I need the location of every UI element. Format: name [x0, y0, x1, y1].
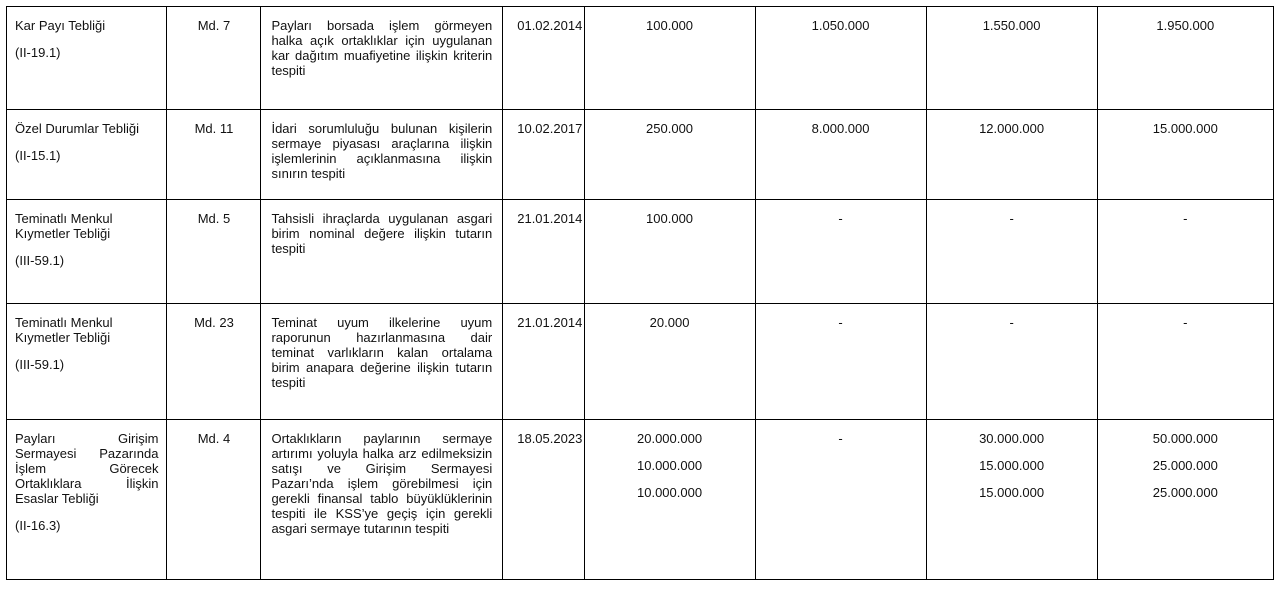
amount-value: 25.000.000 — [1152, 485, 1218, 500]
table-row — [7, 7, 1274, 110]
regulation-name: Teminatlı Menkul Kıymetler Tebliği — [15, 315, 113, 345]
amount-value: 15.000.000 — [979, 485, 1045, 500]
description-cell: Teminat uyum ilkelerine uyum raporunun hazırlanmasına dair teminat varlıkların kalan ortalama birim anapara değerine ilişkin tutarın tespiti — [261, 304, 503, 420]
description-cell: İdari sorumluluğu bulunan kişilerin sermaye piyasası araçlarına ilişkin işlemlerinin açıklanmasına ilişkin sınırın tespiti — [261, 110, 503, 200]
amount-cell-3: - — [926, 304, 1097, 420]
amount-cell-1 — [584, 420, 755, 580]
description-cell: Ortaklıkların paylarının sermaye artırımı yoluyla halka arz edilmeksizin satışı ve Girişim Sermayesi Pazarı’nda işlem görebilmesi için gerekli finansal tablo büyüklüklerinin tespiti ile KSS’ye geçiş için gerekli asgari sermaye tutarının tespiti — [261, 420, 503, 580]
table-row — [7, 110, 1274, 200]
date-cell: 21.01.2014 — [503, 200, 584, 304]
regulation-name-cell — [7, 420, 167, 580]
amount-cell-1: 100.000 — [584, 200, 755, 304]
table-row — [7, 420, 1274, 580]
date-cell: 18.05.2023 — [503, 420, 584, 580]
regulation-name: Kar Payı Tebliği — [15, 18, 106, 33]
regulation-name-cell — [7, 110, 167, 200]
table-row — [7, 200, 1274, 304]
amount-cell-4: - — [1097, 304, 1273, 420]
date-cell: 10.02.2017 — [503, 110, 584, 200]
regulation-name-cell — [7, 304, 167, 420]
article-cell: Md. 23 — [167, 304, 261, 420]
amount-cell-2: - — [755, 200, 926, 304]
amount-value: 10.000.000 — [637, 485, 703, 500]
article-cell: Md. 5 — [167, 200, 261, 304]
amount-cell-3: - — [926, 200, 1097, 304]
amount-cell-3 — [926, 420, 1097, 580]
regulation-name: Payları Girişim Sermayesi Pazarında İşlem Görecek Ortaklıklara İlişkin Esaslar Tebliği — [15, 431, 159, 506]
amount-cell-2: 1.050.000 — [755, 7, 926, 110]
regulation-code: (III-59.1) — [15, 253, 65, 268]
amount-cell-1: 20.000 — [584, 304, 755, 420]
amount-cell-4: 15.000.000 — [1097, 110, 1273, 200]
article-cell: Md. 7 — [167, 7, 261, 110]
amount-cell-4: 1.950.000 — [1097, 7, 1273, 110]
regulation-code: (II-16.3) — [15, 518, 61, 533]
amount-cell-4: - — [1097, 200, 1273, 304]
description-cell: Tahsisli ihraçlarda uygulanan asgari birim nominal değere ilişkin tutarın tespiti — [261, 200, 503, 304]
amount-cell-2: 8.000.000 — [755, 110, 926, 200]
article-cell: Md. 4 — [167, 420, 261, 580]
description-cell: Payları borsada işlem görmeyen halka açık ortaklıklar için uygulanan kar dağıtım muafiyetine ilişkin kriterin tespiti — [261, 7, 503, 110]
amount-value: 50.000.000 — [1152, 431, 1218, 446]
date-cell: 21.01.2014 — [503, 304, 584, 420]
amount-value: 25.000.000 — [1152, 458, 1218, 473]
amount-cell-2: - — [755, 304, 926, 420]
regulation-code: (II-19.1) — [15, 45, 61, 60]
amount-cell-2: - — [755, 420, 926, 580]
amount-cell-4 — [1097, 420, 1273, 580]
regulation-code: (III-59.1) — [15, 357, 65, 372]
regulation-name: Teminatlı Menkul Kıymetler Tebliği — [15, 211, 113, 241]
amount-value: 20.000.000 — [637, 431, 703, 446]
amount-cell-1: 250.000 — [584, 110, 755, 200]
regulation-code: (II-15.1) — [15, 148, 61, 163]
amount-cell-3: 1.550.000 — [926, 7, 1097, 110]
amount-cell-1: 100.000 — [584, 7, 755, 110]
article-cell: Md. 11 — [167, 110, 261, 200]
regulation-name: Özel Durumlar Tebliği — [15, 121, 140, 136]
amount-value: 10.000.000 — [637, 458, 703, 473]
table-row — [7, 304, 1274, 420]
threshold-table — [6, 6, 1274, 580]
amount-value: 15.000.000 — [979, 458, 1045, 473]
amount-value: 30.000.000 — [979, 431, 1045, 446]
regulation-name-cell — [7, 200, 167, 304]
amount-cell-3: 12.000.000 — [926, 110, 1097, 200]
regulation-name-cell — [7, 7, 167, 110]
date-cell: 01.02.2014 — [503, 7, 584, 110]
